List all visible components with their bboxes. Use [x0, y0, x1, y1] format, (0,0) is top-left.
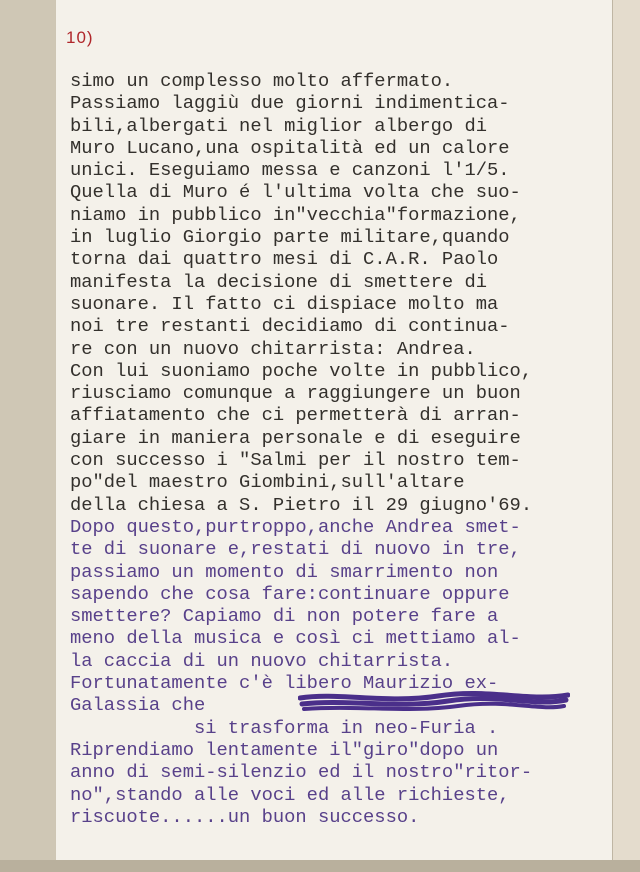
typed-line: con successo i "Salmi per il nostro tem- — [70, 449, 521, 472]
typed-line: giare in maniera personale e di eseguire — [70, 426, 521, 449]
typed-line: simo un complesso molto affermato. — [70, 70, 454, 92]
typed-line: noi tre restanti decidiamo di continua- — [70, 315, 510, 338]
typed-line: riusciamo comunque a raggiungere un buon — [70, 382, 521, 405]
left-margin-strip — [0, 0, 56, 872]
typed-line: Passiamo laggiù due giorni indimentica- — [70, 92, 510, 115]
typed-line: anno di semi-silenzio ed il nostro"ritor- — [70, 761, 533, 784]
typed-line: te di suonare e,restati di nuovo in tre, — [70, 538, 521, 561]
typed-line: torna dai quattro mesi di C.A.R. Paolo — [70, 248, 499, 271]
typed-line: della chiesa a S. Pietro il 29 giugno'69. — [70, 493, 533, 516]
typed-line: Riprendiamo lentamente il"giro"dopo un — [70, 738, 499, 761]
crossed-out-text-scribble — [298, 690, 570, 716]
typed-line: passiamo un momento di smarrimento non — [70, 560, 499, 583]
typed-line: no",stando alle voci ed alle richieste, — [70, 783, 510, 806]
typed-line: po"del maestro Giombini,sull'altare — [70, 471, 465, 494]
handwritten-page-number: 10) — [66, 28, 94, 47]
typed-line: sapendo che cosa fare:continuare oppure — [70, 582, 510, 605]
bottom-edge-strip — [0, 860, 640, 872]
typed-line: riscuote......un buon successo. — [70, 805, 420, 828]
typed-line: Quella di Muro é l'ultima volta che suo- — [70, 181, 521, 204]
typed-line: manifesta la decisione di smettere di — [70, 270, 488, 293]
typed-line: si trasforma in neo-Furia . — [70, 716, 499, 739]
typed-line: Dopo questo,purtroppo,anche Andrea smet- — [70, 515, 521, 538]
typed-line: meno della musica e così ci mettiamo al- — [70, 627, 521, 650]
typed-line: bili,albergati nel miglior albergo di — [70, 114, 488, 137]
right-margin-strip — [612, 0, 640, 872]
typed-line: re con un nuovo chitarrista: Andrea. — [70, 337, 476, 360]
typed-line: smettere? Capiamo di non potere fare a — [70, 605, 499, 628]
typed-line: affiatamento che ci permetterà di arran- — [70, 404, 521, 427]
typed-line: niamo in pubblico in"vecchia"formazione, — [70, 203, 521, 226]
typed-line: Galassia che — [70, 694, 206, 717]
typed-line: Fortunatamente c'è libero Maurizio ex- — [70, 672, 499, 695]
typed-line: Con lui suoniamo poche volte in pubblico, — [70, 359, 533, 382]
typed-line: unici. Eseguiamo messa e canzoni l'1/5. — [70, 159, 510, 182]
typed-line: suonare. Il fatto ci dispiace molto ma — [70, 292, 499, 315]
typed-line: in luglio Giorgio parte militare,quando — [70, 226, 510, 249]
typed-line: Muro Lucano,una ospitalità ed un calore — [70, 136, 510, 159]
typed-line: la caccia di un nuovo chitarrista. — [70, 649, 454, 672]
